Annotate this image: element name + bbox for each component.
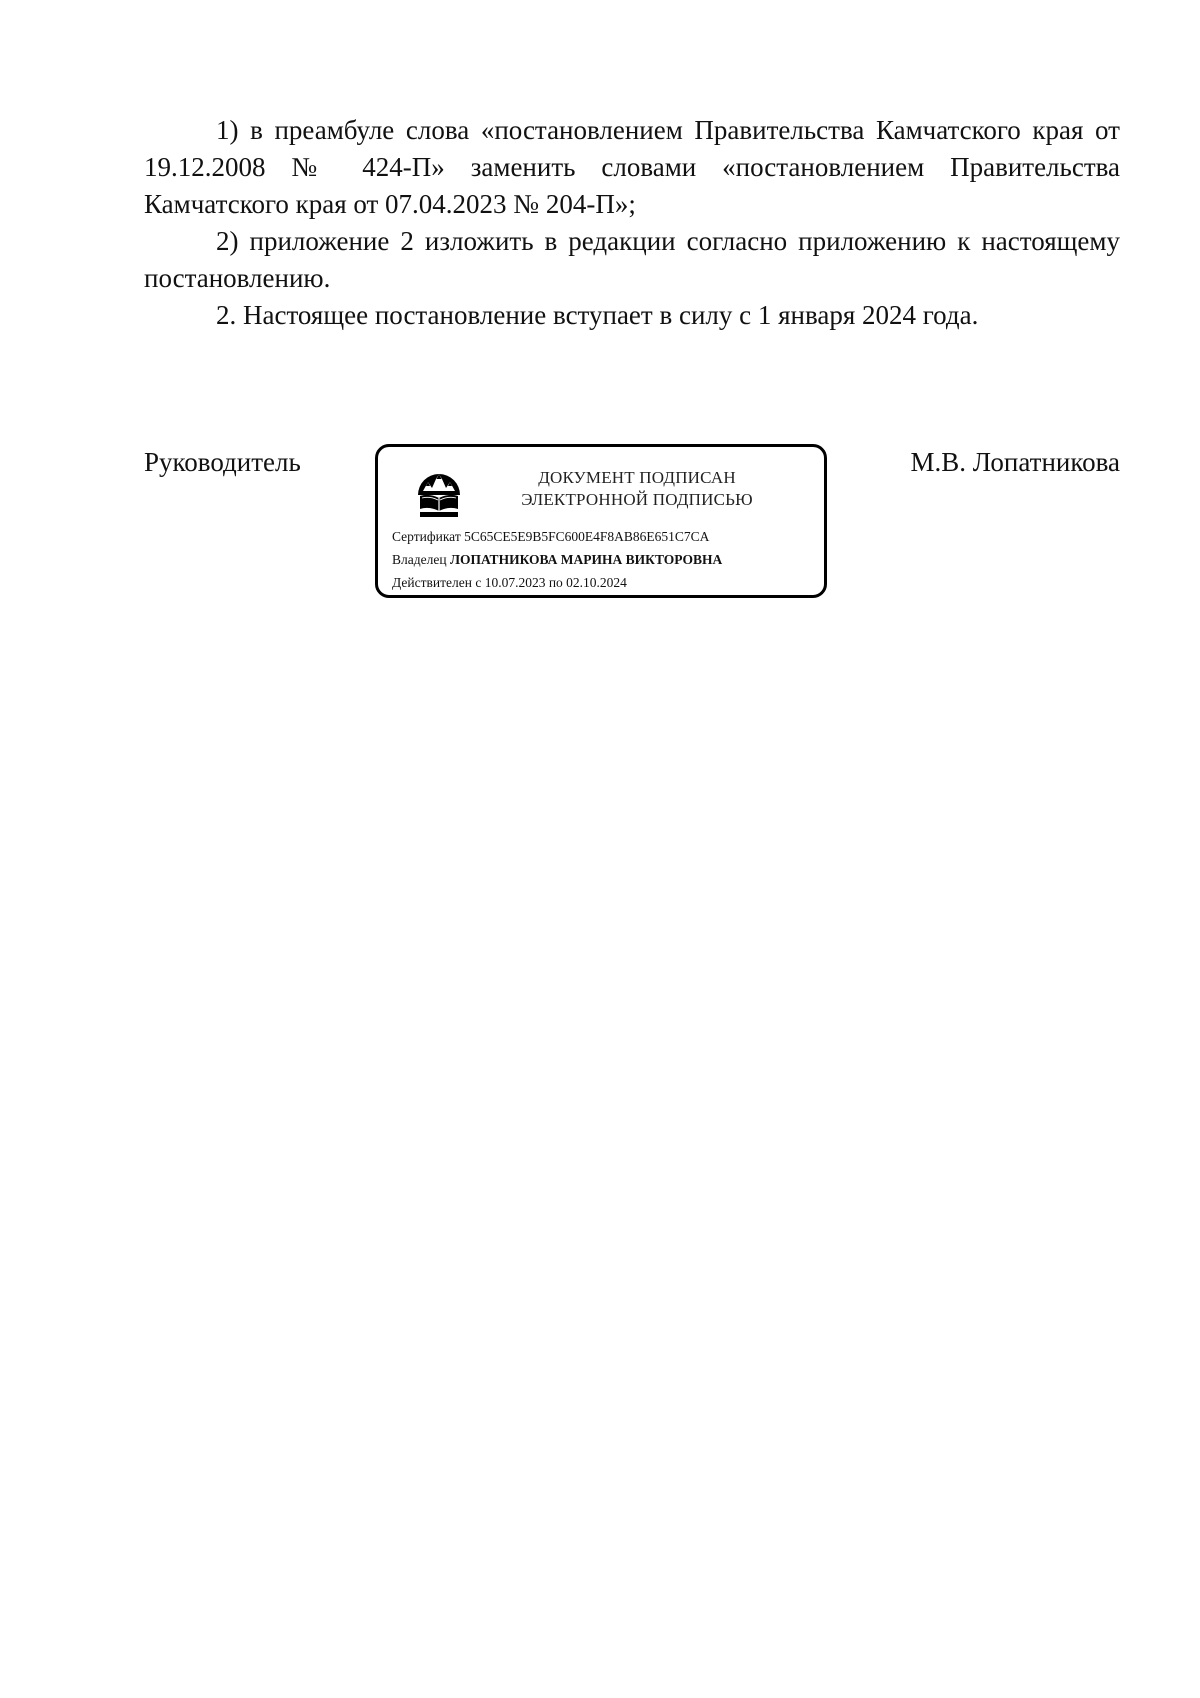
signatory-name: М.В. Лопатникова — [910, 447, 1120, 477]
paragraph-effective-date: 2. Настоящее постановление вступает в силу с 1 января 2024 года. — [216, 300, 979, 330]
certificate-value: 5C65CE5E9B5FC600E4F8AB86E651C7CA — [464, 529, 710, 544]
owner-value: ЛОПАТНИКОВА МАРИНА ВИКТОРОВНА — [449, 552, 723, 567]
stamp-validity-line — [392, 574, 627, 592]
stamp-title-line1: ДОКУМЕНТ ПОДПИСАН — [538, 468, 736, 487]
certificate-label: Сертификат — [392, 529, 461, 544]
stamp-title — [458, 467, 816, 511]
valid-from-label: с — [475, 575, 482, 590]
valid-to-label: по — [548, 575, 563, 590]
stamp-certificate-line — [392, 528, 709, 546]
valid-to-date: 02.10.2024 — [566, 575, 627, 590]
owner-label: Владелец — [392, 552, 447, 567]
paragraph-preamble-amendment: 1) в преамбуле слова «постановлением Правительства Камчатского края от 19.12.2008 № 424-П» заменить словами «постановлением Правительства Камчатского края от 07.04.2023 № 204-П»; — [144, 115, 1120, 219]
paragraph-appendix-amendment: 2) приложение 2 изложить в редакции согласно приложению к настоящему постановлению. — [144, 226, 1120, 293]
valid-label: Действителен — [392, 575, 472, 590]
electronic-signature-stamp — [375, 444, 827, 598]
signature-block — [144, 444, 1120, 604]
valid-from-date: 10.07.2023 — [484, 575, 546, 590]
stamp-owner-line — [392, 551, 722, 569]
document-body — [144, 112, 1120, 334]
kamchatka-emblem-icon — [414, 465, 464, 519]
stamp-title-line2: ЭЛЕКТРОННОЙ ПОДПИСЬЮ — [521, 490, 753, 509]
signatory-position: Руководитель — [144, 447, 301, 477]
